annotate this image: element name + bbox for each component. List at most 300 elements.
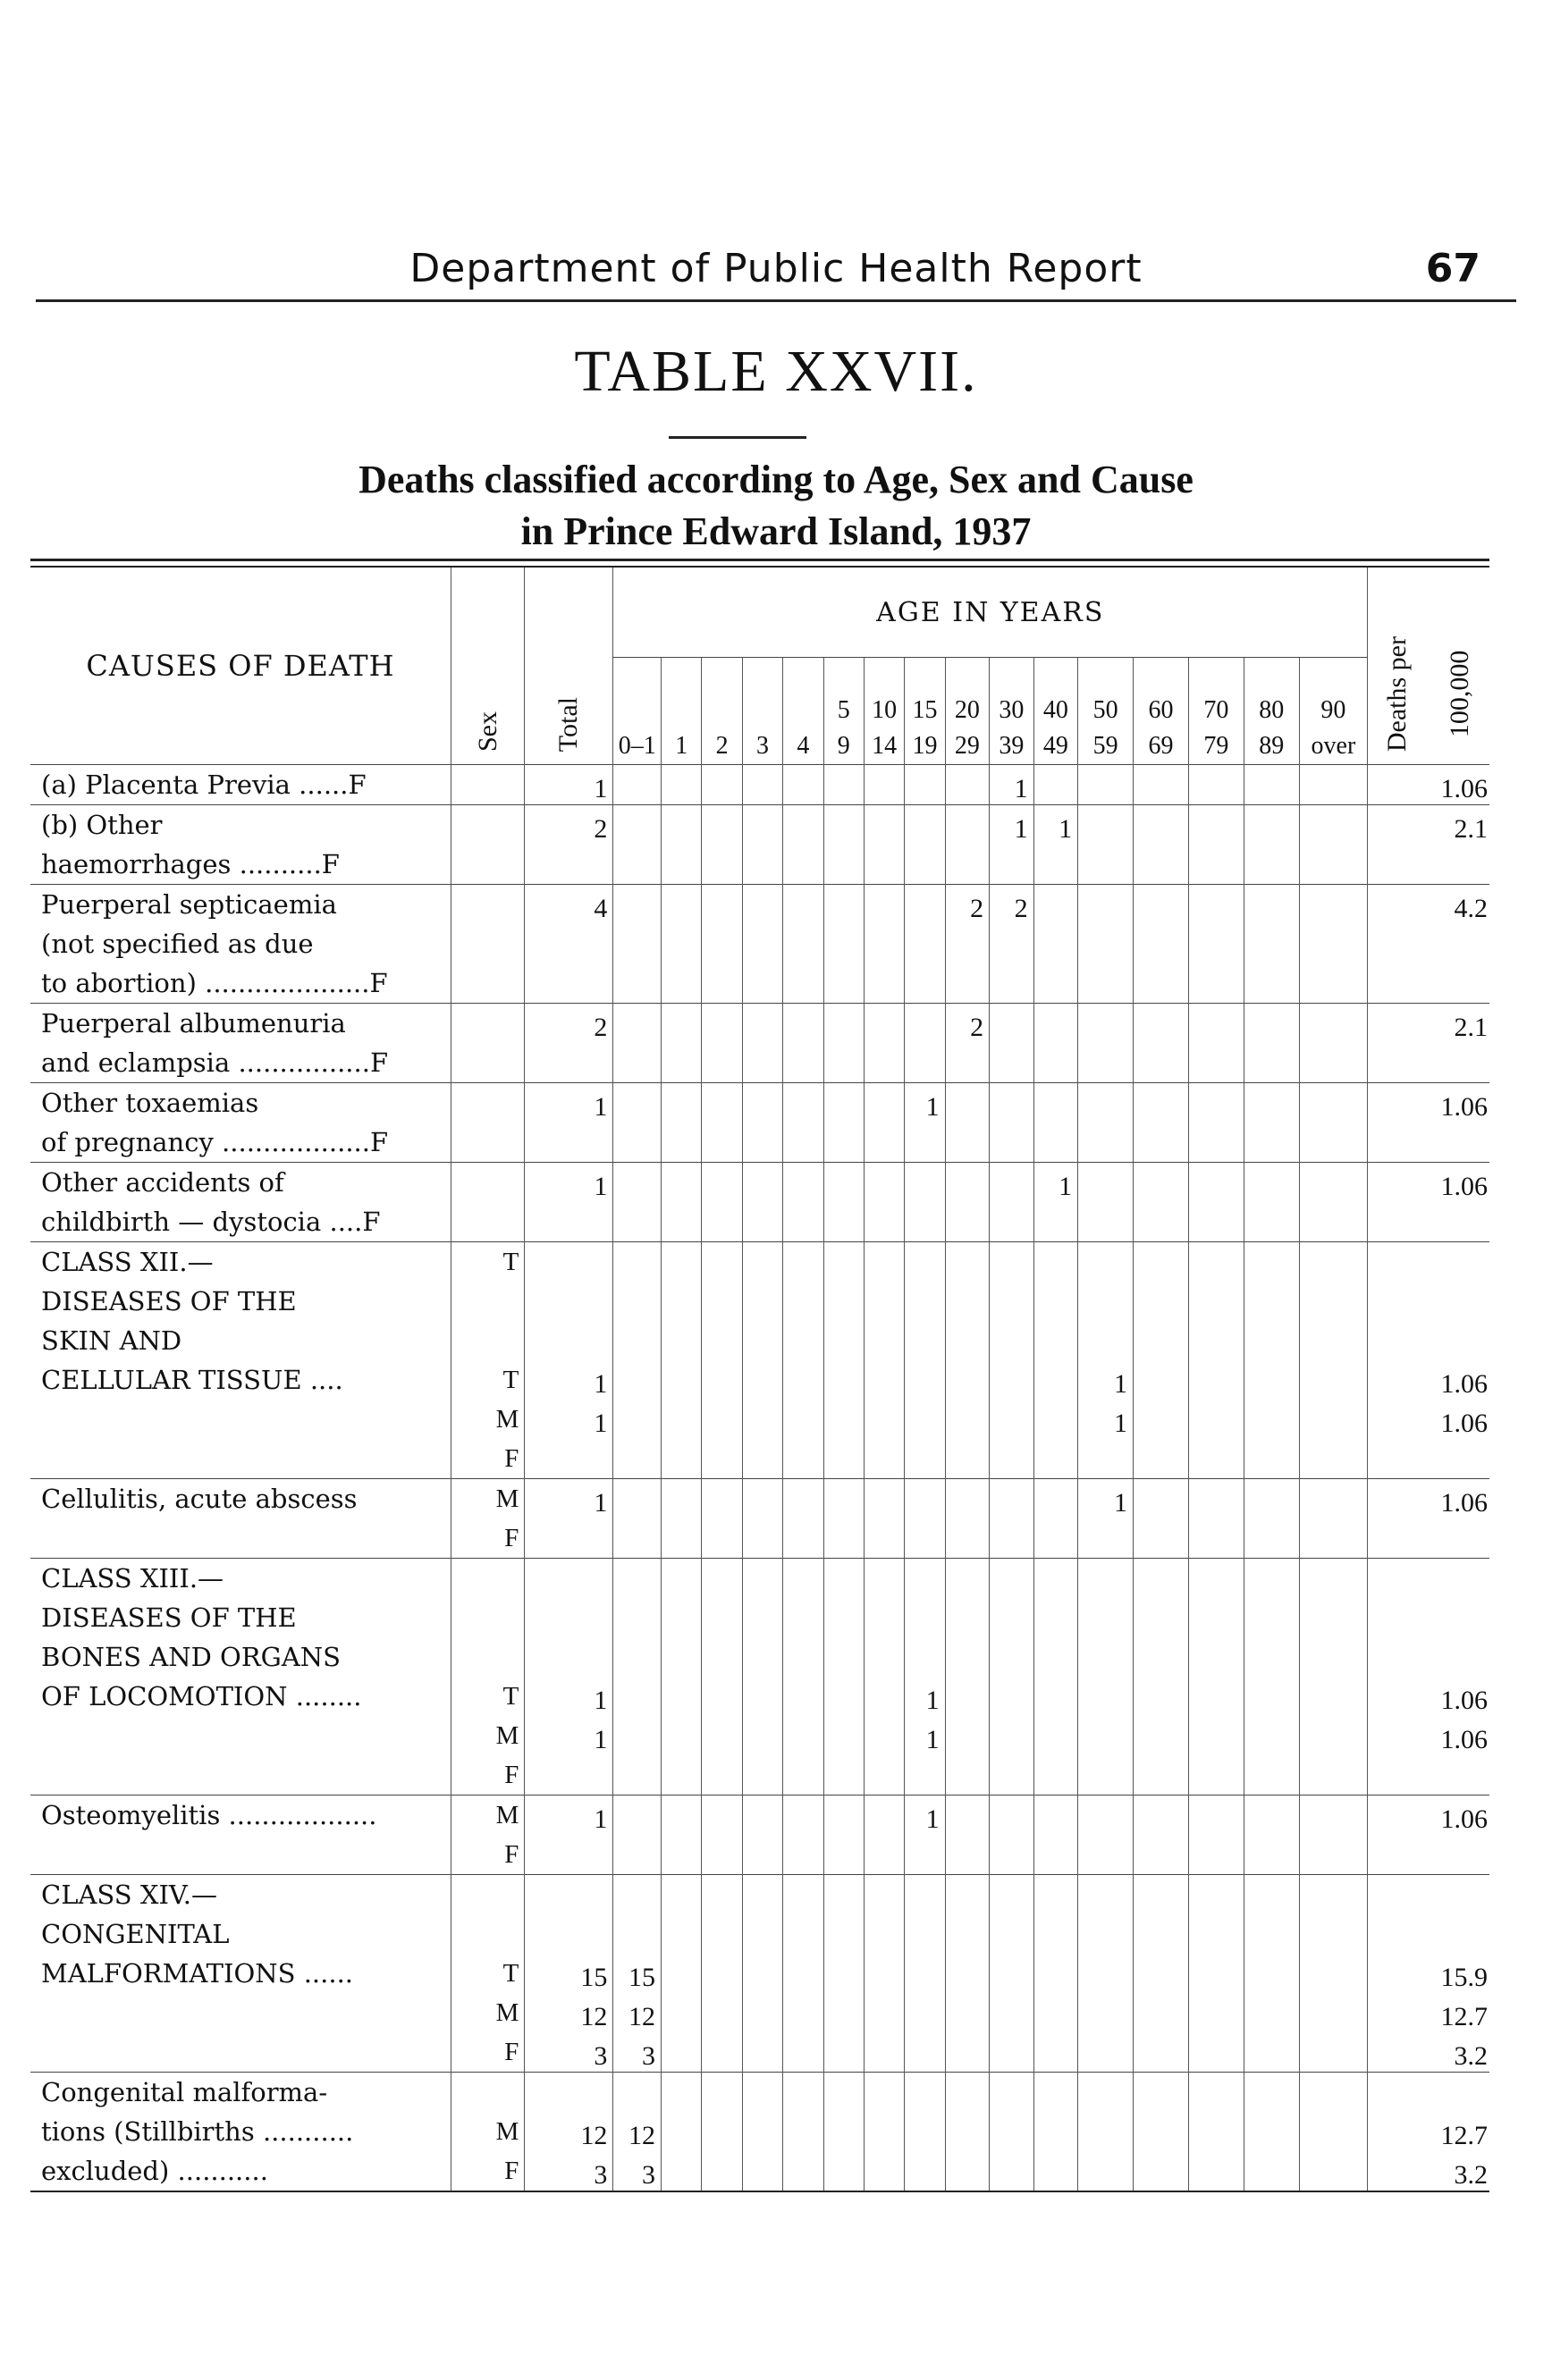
- age-cell-0: [613, 924, 662, 963]
- cause-text: CLASS XIV.—: [30, 1875, 451, 1915]
- age-cell-15: [1299, 885, 1368, 925]
- age-cell-15: [1299, 1954, 1368, 1993]
- age-cell-11: [1078, 1321, 1134, 1360]
- age-cell-1: [662, 1083, 702, 1123]
- age-cell-2: [702, 1400, 742, 1439]
- age-cell-9: [990, 1004, 1034, 1044]
- age-cell-7: [905, 1598, 945, 1637]
- age-cell-8: [945, 2032, 990, 2073]
- age-cell-5: [823, 1242, 864, 1283]
- table-row: [30, 1282, 1489, 1321]
- header-age-2-top: [702, 693, 741, 728]
- age-cell-4: [783, 1954, 823, 1993]
- sex-cell: T: [451, 1954, 525, 1993]
- table-row: [30, 1598, 1489, 1637]
- total-cell: 3: [525, 2032, 613, 2073]
- age-cell-10: [1033, 2112, 1078, 2151]
- age-cell-12: [1134, 845, 1189, 885]
- age-cell-2: [702, 1835, 742, 1875]
- age-cell-2: [702, 1637, 742, 1677]
- age-cell-15: [1299, 1004, 1368, 1044]
- age-cell-14: [1244, 885, 1299, 925]
- age-cell-15: [1299, 1439, 1368, 1479]
- age-cell-6: [864, 1637, 904, 1677]
- table-bottom-rule: [30, 2191, 1489, 2192]
- age-cell-7: [905, 1835, 945, 1875]
- age-cell-1: [662, 1282, 702, 1321]
- cause-text: [30, 1400, 451, 1439]
- table-row: [30, 1993, 1489, 2032]
- age-cell-5: [823, 963, 864, 1004]
- age-cell-5: [823, 1123, 864, 1163]
- age-cell-13: [1188, 1716, 1244, 1755]
- rate-cell: [1368, 924, 1489, 963]
- sex-cell: [451, 845, 525, 885]
- table-row: [30, 845, 1489, 885]
- age-cell-1: [662, 1835, 702, 1875]
- age-cell-1: [662, 1202, 702, 1242]
- age-cell-7: [905, 1993, 945, 2032]
- table-row: [30, 765, 1489, 805]
- header-age-3-top: [743, 693, 782, 728]
- age-cell-6: [864, 1439, 904, 1479]
- age-cell-5: [823, 1796, 864, 1836]
- table-row: [30, 1914, 1489, 1954]
- sex-cell: M: [451, 1479, 525, 1519]
- age-cell-1: [662, 2073, 702, 2113]
- cause-text: Other toxaemias: [30, 1083, 451, 1123]
- age-cell-12: [1134, 1242, 1189, 1283]
- age-cell-14: [1244, 1043, 1299, 1083]
- age-cell-7: [905, 2073, 945, 2113]
- age-cell-12: [1134, 1993, 1189, 2032]
- age-cell-15: [1299, 1083, 1368, 1123]
- header-age-14-top: 80: [1259, 696, 1285, 724]
- age-cell-0: [613, 1083, 662, 1123]
- sex-cell: [451, 1282, 525, 1321]
- age-cell-13: [1188, 885, 1244, 925]
- age-cell-12: [1134, 1043, 1189, 1083]
- rate-cell: 1.06: [1368, 1163, 1489, 1203]
- age-cell-6: [864, 1400, 904, 1439]
- rate-cell: 1.06: [1368, 1083, 1489, 1123]
- age-cell-6: [864, 1875, 904, 1915]
- age-cell-0: [613, 1004, 662, 1044]
- age-cell-1: [662, 1439, 702, 1479]
- age-cell-9: 1: [990, 765, 1034, 805]
- cause-text: CONGENITAL: [41, 1919, 230, 1949]
- age-cell-14: [1244, 1914, 1299, 1954]
- age-cell-13: [1188, 1202, 1244, 1242]
- cause-text: tions (Stillbirths ...........: [41, 2116, 354, 2147]
- total-cell: 3: [525, 2151, 613, 2191]
- total-cell: [525, 1835, 613, 1875]
- age-cell-0: [613, 1875, 662, 1915]
- total-cell: [525, 1123, 613, 1163]
- age-cell-3: [742, 1914, 782, 1954]
- age-cell-2: [702, 1360, 742, 1400]
- age-cell-10: [1033, 1518, 1078, 1559]
- table-top-rules: [30, 559, 1489, 568]
- age-cell-13: [1188, 765, 1244, 805]
- age-cell-5: [823, 1677, 864, 1716]
- age-cell-10: [1033, 1004, 1078, 1044]
- age-cell-6: [864, 1479, 904, 1519]
- age-cell-14: [1244, 1835, 1299, 1875]
- age-cell-4: [783, 1875, 823, 1915]
- age-cell-13: [1188, 1637, 1244, 1677]
- age-cell-12: [1134, 1202, 1189, 1242]
- age-cell-0: [613, 1400, 662, 1439]
- table-caption: [0, 454, 1552, 558]
- age-cell-9: [990, 2112, 1034, 2151]
- header-age-7: [905, 658, 945, 765]
- rate-cell: [1368, 1875, 1489, 1915]
- age-cell-12: [1134, 1400, 1189, 1439]
- total-cell: [525, 1282, 613, 1321]
- age-cell-6: [864, 765, 904, 805]
- age-cell-9: [990, 1360, 1034, 1400]
- age-cell-15: [1299, 1914, 1368, 1954]
- age-cell-12: [1134, 2073, 1189, 2113]
- age-cell-5: [823, 1875, 864, 1915]
- age-cell-5: [823, 1163, 864, 1203]
- age-cell-8: [945, 1835, 990, 1875]
- age-cell-3: [742, 1559, 782, 1599]
- age-cell-9: 2: [990, 885, 1034, 925]
- age-cell-12: [1134, 1598, 1189, 1637]
- age-cell-1: [662, 1993, 702, 2032]
- total-cell: 1: [525, 1360, 613, 1400]
- age-cell-6: [864, 1282, 904, 1321]
- table-row: [30, 1637, 1489, 1677]
- age-cell-5: [823, 1083, 864, 1123]
- age-cell-3: [742, 1875, 782, 1915]
- age-cell-7: [905, 885, 945, 925]
- age-cell-10: [1033, 1954, 1078, 1993]
- header-age-14: [1244, 658, 1299, 765]
- age-cell-9: [990, 963, 1034, 1004]
- age-cell-0: [613, 1796, 662, 1836]
- age-cell-10: [1033, 1716, 1078, 1755]
- age-cell-4: [783, 1163, 823, 1203]
- rate-cell: [1368, 1202, 1489, 1242]
- age-cell-5: [823, 1755, 864, 1796]
- age-cell-15: [1299, 1637, 1368, 1677]
- age-cell-14: [1244, 2073, 1299, 2113]
- age-cell-10: [1033, 1360, 1078, 1400]
- age-cell-8: [945, 1954, 990, 1993]
- age-cell-9: [990, 1163, 1034, 1203]
- age-cell-11: [1078, 1123, 1134, 1163]
- age-cell-0: [613, 963, 662, 1004]
- age-cell-8: [945, 1518, 990, 1559]
- age-cell-0: [613, 1360, 662, 1400]
- age-cell-2: [702, 1677, 742, 1716]
- age-cell-11: [1078, 1835, 1134, 1875]
- age-cell-9: [990, 2151, 1034, 2191]
- age-cell-1: [662, 1559, 702, 1599]
- age-cell-11: [1078, 885, 1134, 925]
- table-row: [30, 805, 1489, 845]
- age-cell-0: 15: [613, 1954, 662, 1993]
- age-cell-6: [864, 1321, 904, 1360]
- table-row: [30, 2112, 1489, 2151]
- rate-cell: [1368, 1282, 1489, 1321]
- age-cell-7: [905, 924, 945, 963]
- age-cell-10: [1033, 1043, 1078, 1083]
- age-cell-13: [1188, 1518, 1244, 1559]
- age-cell-13: [1188, 1479, 1244, 1519]
- age-cell-12: [1134, 1360, 1189, 1400]
- age-cell-11: [1078, 1755, 1134, 1796]
- header-age-11-top: 50: [1092, 696, 1118, 724]
- age-cell-8: [945, 765, 990, 805]
- header-age-8: [945, 658, 990, 765]
- age-cell-4: [783, 1835, 823, 1875]
- age-cell-13: [1188, 1043, 1244, 1083]
- age-cell-5: [823, 2112, 864, 2151]
- age-cell-4: [783, 1993, 823, 2032]
- age-cell-11: [1078, 1993, 1134, 2032]
- age-cell-13: [1188, 1993, 1244, 2032]
- age-cell-3: [742, 1716, 782, 1755]
- age-cell-15: [1299, 2112, 1368, 2151]
- age-cell-6: [864, 1954, 904, 1993]
- age-cell-8: [945, 1360, 990, 1400]
- sex-cell: [451, 1559, 525, 1599]
- age-cell-3: [742, 1360, 782, 1400]
- age-cell-8: [945, 924, 990, 963]
- age-cell-5: [823, 1043, 864, 1083]
- age-cell-9: [990, 1559, 1034, 1599]
- rate-cell: 12.7: [1368, 1993, 1489, 2032]
- sex-cell: M: [451, 1400, 525, 1439]
- age-cell-3: [742, 1163, 782, 1203]
- age-cell-1: [662, 1360, 702, 1400]
- header-age-1: [662, 658, 702, 765]
- header-age-9: [990, 658, 1034, 765]
- age-cell-12: [1134, 805, 1189, 845]
- sex-cell: F: [451, 2032, 525, 2073]
- age-cell-15: [1299, 845, 1368, 885]
- total-cell: 1: [525, 1400, 613, 1439]
- age-cell-1: [662, 845, 702, 885]
- age-cell-4: [783, 1360, 823, 1400]
- rate-cell: 1.06: [1368, 1400, 1489, 1439]
- age-cell-13: [1188, 1400, 1244, 1439]
- age-cell-14: [1244, 1400, 1299, 1439]
- age-cell-6: [864, 963, 904, 1004]
- age-cell-6: [864, 1004, 904, 1044]
- age-cell-6: [864, 1559, 904, 1599]
- age-cell-8: [945, 1123, 990, 1163]
- cause-text: and eclampsia ................F: [41, 1047, 389, 1078]
- rate-cell: [1368, 1518, 1489, 1559]
- cause-text: CELLULAR TISSUE ....: [41, 1365, 343, 1395]
- age-cell-12: [1134, 963, 1189, 1004]
- age-cell-3: [742, 1123, 782, 1163]
- age-cell-12: [1134, 1835, 1189, 1875]
- age-cell-0: [613, 1321, 662, 1360]
- header-age-2: [702, 658, 742, 765]
- age-cell-13: [1188, 1796, 1244, 1836]
- age-cell-13: [1188, 1242, 1244, 1283]
- age-cell-4: [783, 2151, 823, 2191]
- age-cell-8: [945, 1163, 990, 1203]
- age-cell-3: [742, 1598, 782, 1637]
- age-cell-4: [783, 1518, 823, 1559]
- age-cell-11: [1078, 1439, 1134, 1479]
- table-row: [30, 1716, 1489, 1755]
- age-cell-6: [864, 2151, 904, 2191]
- age-cell-4: [783, 1637, 823, 1677]
- cause-text: [30, 1716, 451, 1755]
- title-rule: [669, 436, 806, 439]
- table-row: [30, 2032, 1489, 2073]
- age-cell-0: [613, 1479, 662, 1519]
- age-cell-3: [742, 1755, 782, 1796]
- age-cell-1: [662, 765, 702, 805]
- age-cell-10: [1033, 1083, 1078, 1123]
- age-cell-4: [783, 1598, 823, 1637]
- total-cell: 1: [525, 1479, 613, 1519]
- header-age-14-bottom: 89: [1259, 732, 1285, 760]
- sex-cell: [451, 1163, 525, 1203]
- age-cell-6: [864, 1716, 904, 1755]
- sex-cell: [451, 2073, 525, 2113]
- age-cell-14: [1244, 2151, 1299, 2191]
- age-cell-12: [1134, 1755, 1189, 1796]
- total-cell: [525, 1755, 613, 1796]
- age-cell-13: [1188, 1559, 1244, 1599]
- age-cell-3: [742, 2112, 782, 2151]
- header-age-8-top: 20: [954, 696, 980, 724]
- age-cell-7: [905, 1282, 945, 1321]
- header-age-6: [864, 658, 904, 765]
- age-cell-11: [1078, 1518, 1134, 1559]
- age-cell-0: [613, 1637, 662, 1677]
- age-cell-15: [1299, 1875, 1368, 1915]
- age-cell-7: 1: [905, 1083, 945, 1123]
- sex-cell: M: [451, 1993, 525, 2032]
- header-age-9-top: 30: [999, 696, 1025, 724]
- sex-cell: [451, 805, 525, 845]
- sex-cell: [451, 1004, 525, 1044]
- age-cell-4: [783, 845, 823, 885]
- age-cell-13: [1188, 1954, 1244, 1993]
- header-age-in-years: AGE IN YEARS: [613, 568, 1368, 658]
- age-cell-2: [702, 885, 742, 925]
- age-cell-2: [702, 1282, 742, 1321]
- header-age-0-bottom: 0–1: [618, 732, 656, 760]
- age-cell-12: [1134, 1559, 1189, 1599]
- cause-text: DISEASES OF THE: [41, 1286, 297, 1316]
- age-cell-7: [905, 963, 945, 1004]
- age-cell-2: [702, 1043, 742, 1083]
- age-cell-12: [1134, 1439, 1189, 1479]
- cause-text: excluded) ...........: [41, 2156, 268, 2186]
- age-cell-15: [1299, 1123, 1368, 1163]
- rate-cell: 4.2: [1368, 885, 1489, 925]
- total-cell: 15: [525, 1954, 613, 1993]
- sex-cell: T: [451, 1360, 525, 1400]
- age-cell-7: [905, 1914, 945, 1954]
- header-rate-line-2: 100,000: [1445, 650, 1475, 738]
- age-cell-3: [742, 1004, 782, 1044]
- table-row: [30, 2151, 1489, 2191]
- age-cell-14: [1244, 1755, 1299, 1796]
- age-cell-15: [1299, 1242, 1368, 1283]
- age-cell-5: [823, 1282, 864, 1321]
- age-cell-10: [1033, 2073, 1078, 2113]
- age-cell-8: [945, 1796, 990, 1836]
- age-cell-7: [905, 1637, 945, 1677]
- age-cell-7: [905, 1043, 945, 1083]
- table-row: [30, 1043, 1489, 1083]
- age-cell-14: [1244, 1479, 1299, 1519]
- age-cell-5: [823, 1321, 864, 1360]
- age-cell-2: [702, 1242, 742, 1283]
- age-cell-1: [662, 1043, 702, 1083]
- age-cell-13: [1188, 805, 1244, 845]
- age-cell-3: [742, 805, 782, 845]
- age-cell-10: [1033, 1202, 1078, 1242]
- total-cell: 1: [525, 1716, 613, 1755]
- cause-text: childbirth — dystocia ....F: [41, 1207, 381, 1237]
- header-age-11: [1078, 658, 1134, 765]
- age-cell-2: [702, 1875, 742, 1915]
- cause-text: Congenital malforma-: [30, 2073, 451, 2113]
- age-cell-6: [864, 805, 904, 845]
- age-cell-3: [742, 2073, 782, 2113]
- age-cell-0: [613, 1202, 662, 1242]
- age-cell-9: [990, 1914, 1034, 1954]
- age-cell-2: [702, 1321, 742, 1360]
- age-cell-5: [823, 1559, 864, 1599]
- total-cell: 1: [525, 1083, 613, 1123]
- header-total-label: Total: [553, 696, 584, 752]
- age-cell-1: [662, 1479, 702, 1519]
- age-cell-2: [702, 1518, 742, 1559]
- age-cell-15: [1299, 1796, 1368, 1836]
- age-cell-8: [945, 1242, 990, 1283]
- age-cell-9: [990, 1716, 1034, 1755]
- age-cell-7: [905, 2151, 945, 2191]
- age-cell-9: [990, 1796, 1034, 1836]
- sex-cell: T: [451, 1242, 525, 1283]
- age-cell-4: [783, 1796, 823, 1836]
- header-sex: [451, 568, 525, 765]
- total-cell: [525, 1875, 613, 1915]
- rate-cell: [1368, 1123, 1489, 1163]
- age-cell-14: [1244, 1004, 1299, 1044]
- header-age-2-bottom: 2: [715, 732, 729, 760]
- cause-text: Osteomyelitis ..................: [30, 1796, 451, 1836]
- age-cell-1: [662, 963, 702, 1004]
- age-cell-5: [823, 1439, 864, 1479]
- rate-cell: 1.06: [1368, 765, 1489, 805]
- age-cell-13: [1188, 1598, 1244, 1637]
- age-cell-3: [742, 1242, 782, 1283]
- age-cell-8: [945, 963, 990, 1004]
- header-age-12-bottom: 69: [1148, 732, 1174, 760]
- age-cell-8: [945, 2112, 990, 2151]
- sex-cell: [451, 1123, 525, 1163]
- age-cell-14: [1244, 1598, 1299, 1637]
- age-cell-6: [864, 845, 904, 885]
- age-cell-10: [1033, 1914, 1078, 1954]
